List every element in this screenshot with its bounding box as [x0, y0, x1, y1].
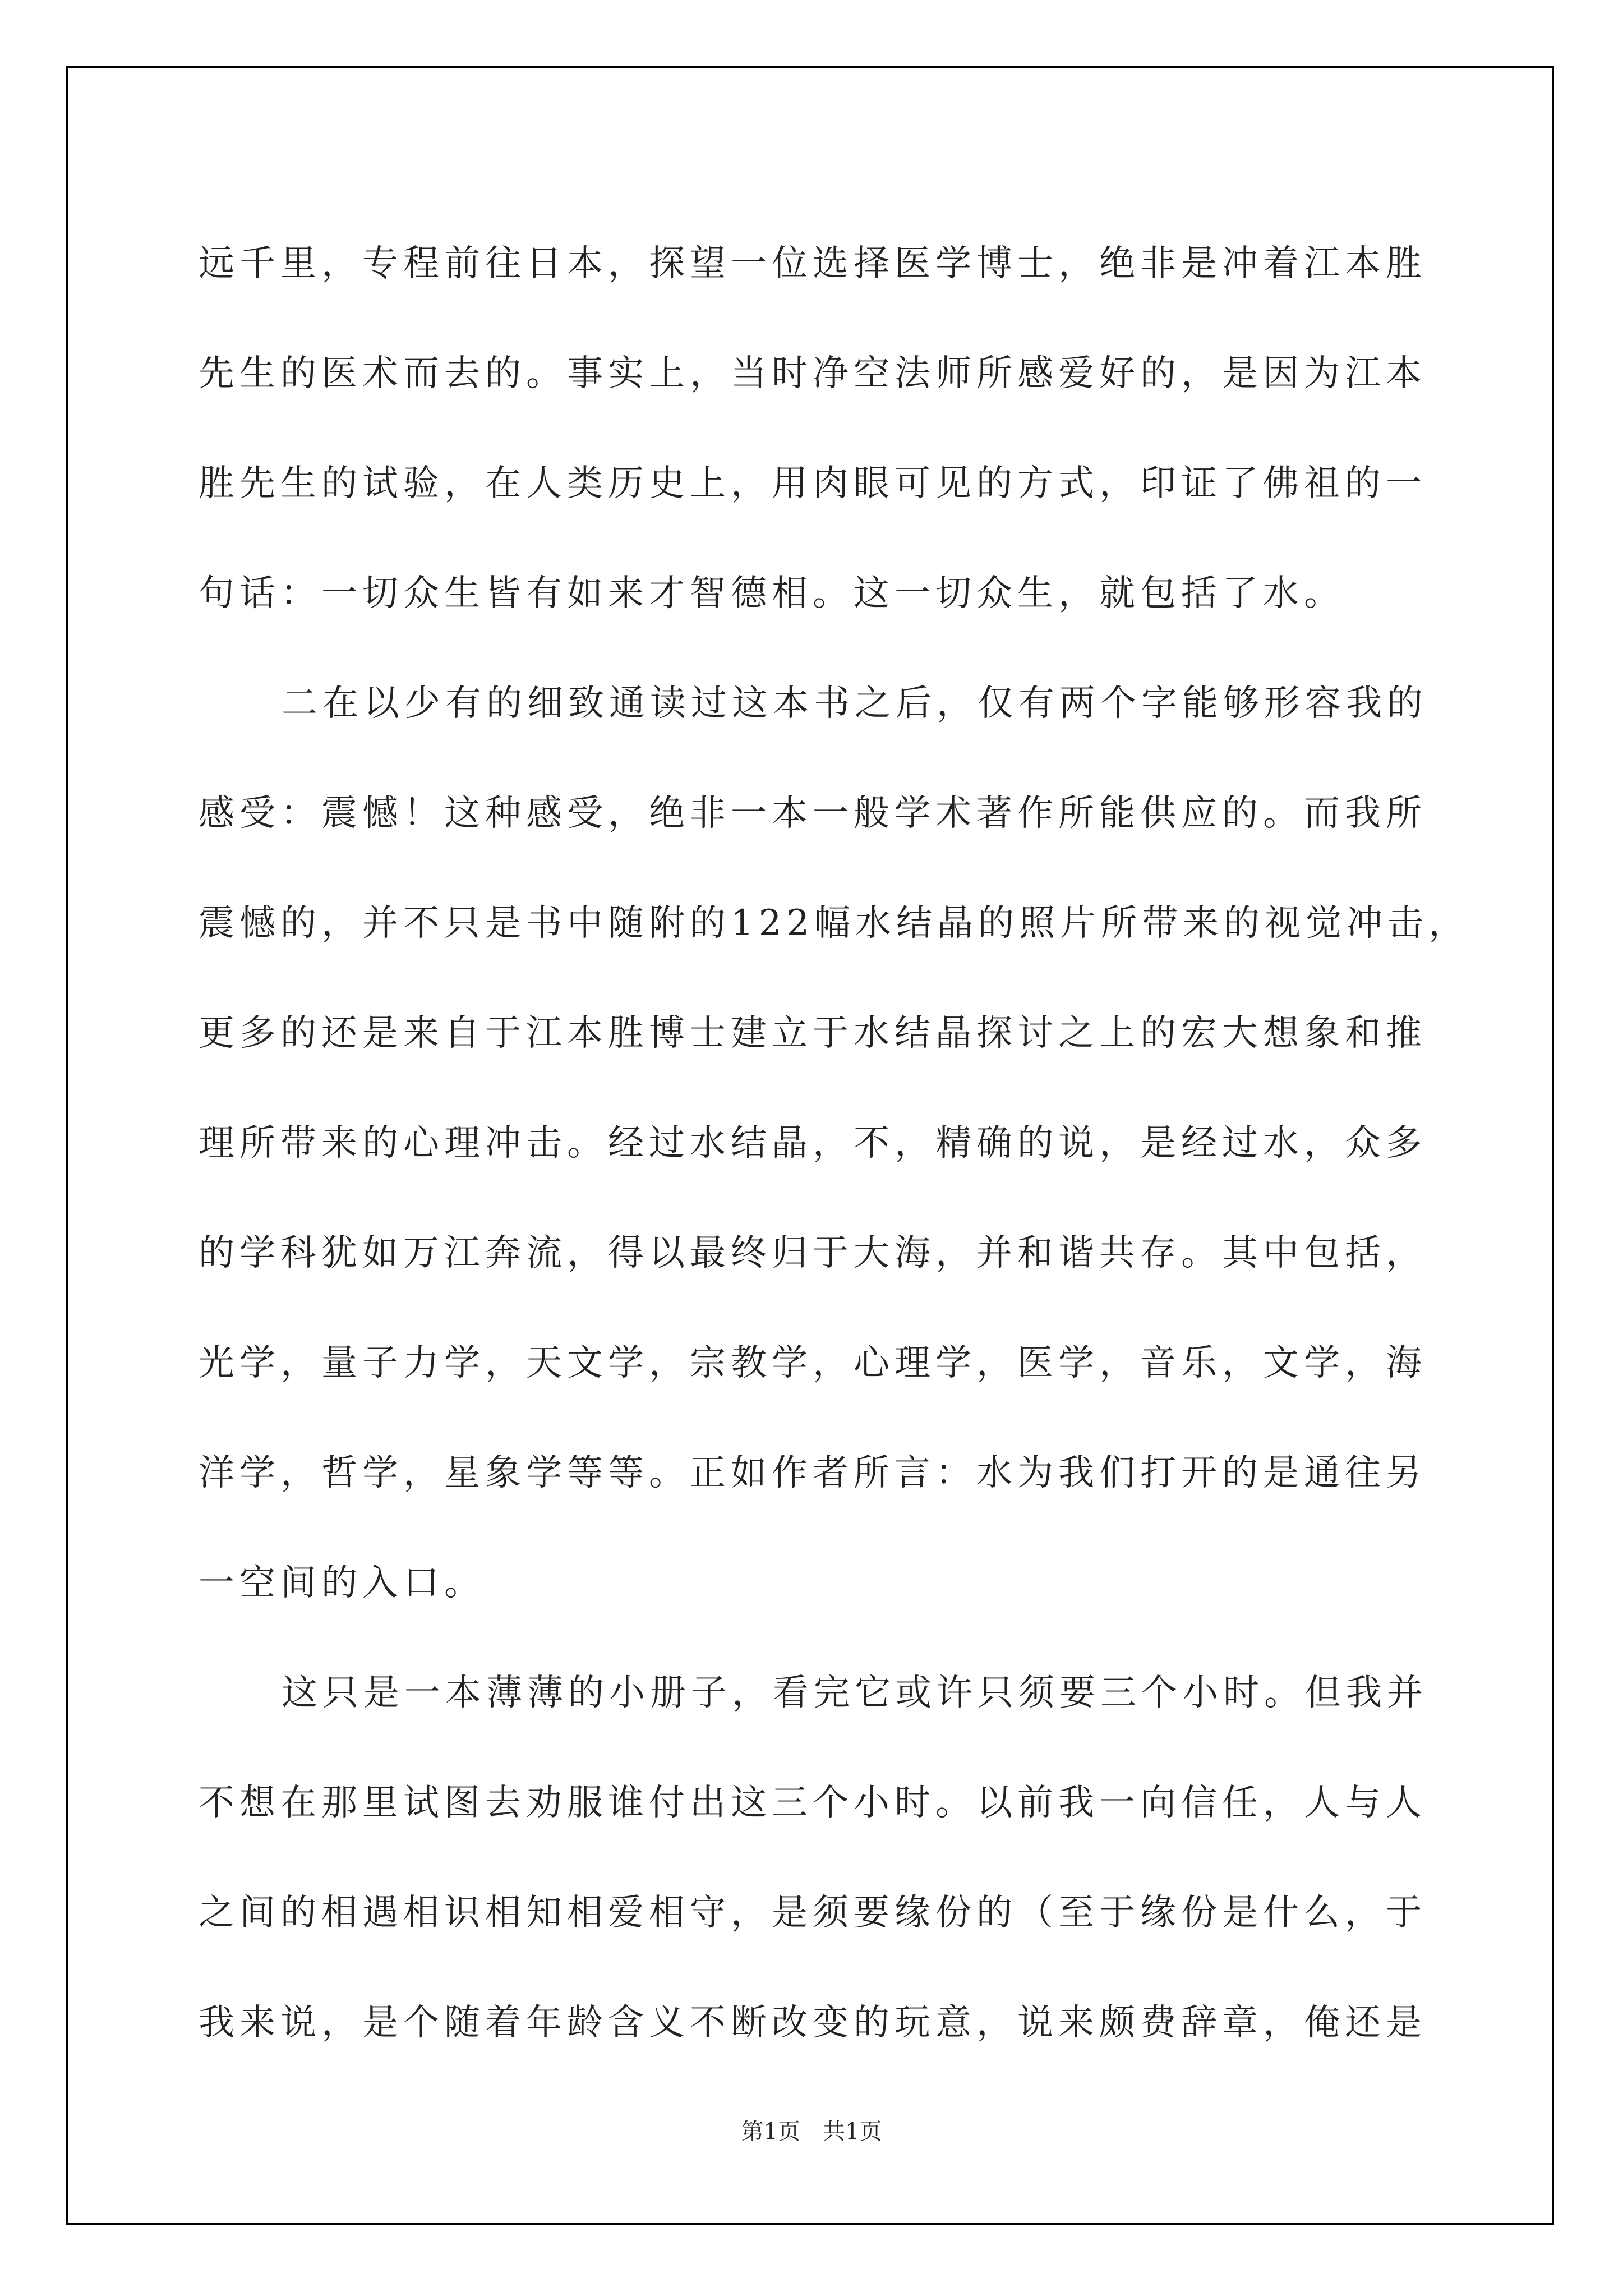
text-line: 的学科犹如万江奔流，得以最终归于大海，并和谐共存。其中包括，	[199, 1232, 1427, 1274]
text-line: 不想在那里试图去劝服谁付出这三个小时。以前我一向信任，人与人	[199, 1782, 1427, 1824]
page-number: 第1页	[741, 2119, 800, 2145]
text-line: 远千里，专程前往日本，探望一位选择医学博士，绝非是冲着江本胜	[199, 243, 1427, 284]
paragraph-start-line: 这只是一本薄薄的小册子，看完它或许只须要三个小时。但我并	[282, 1672, 1428, 1714]
text-line: 胜先生的试验，在人类历史上，用肉眼可见的方式，印证了佛祖的一	[199, 463, 1427, 504]
text-line: 洋学，哲学，星象学等等。正如作者所言：水为我们打开的是通往另	[199, 1452, 1427, 1494]
text-line: 一空间的入口。	[199, 1562, 485, 1604]
text-line: 光学，量子力学，天文学，宗教学，心理学，医学，音乐，文学，海	[199, 1342, 1427, 1384]
text-line: 震憾的，并不只是书中随附的122幅水结晶的照片所带来的视觉冲击，	[199, 903, 1470, 944]
page-total: 共1页	[823, 2119, 882, 2145]
text-line: 理所带来的心理冲击。经过水结晶，不，精确的说，是经过水，众多	[199, 1122, 1427, 1164]
paragraph-start-line: 二在以少有的细致通读过这本书之后，仅有两个字能够形容我的	[282, 683, 1428, 724]
text-line: 我来说，是个随着年龄含义不断改变的玩意，说来颇费辞章，俺还是	[199, 2002, 1427, 2044]
text-line: 感受：震憾！这种感受，绝非一本一般学术著作所能供应的。而我所	[199, 793, 1427, 834]
document-body	[199, 209, 1470, 2078]
text-line: 先生的医术而去的。事实上，当时净空法师所感爱好的，是因为江本	[199, 353, 1427, 394]
text-line: 更多的还是来自于江本胜博士建立于水结晶探讨之上的宏大想象和推	[199, 1013, 1427, 1054]
text-line: 之间的相遇相识相知相爱相守，是须要缘份的（至于缘份是什么，于	[199, 1892, 1427, 1934]
text-line: 句话：一切众生皆有如来才智德相。这一切众生，就包括了水。	[199, 573, 1345, 614]
page-footer	[0, 2114, 1623, 2146]
